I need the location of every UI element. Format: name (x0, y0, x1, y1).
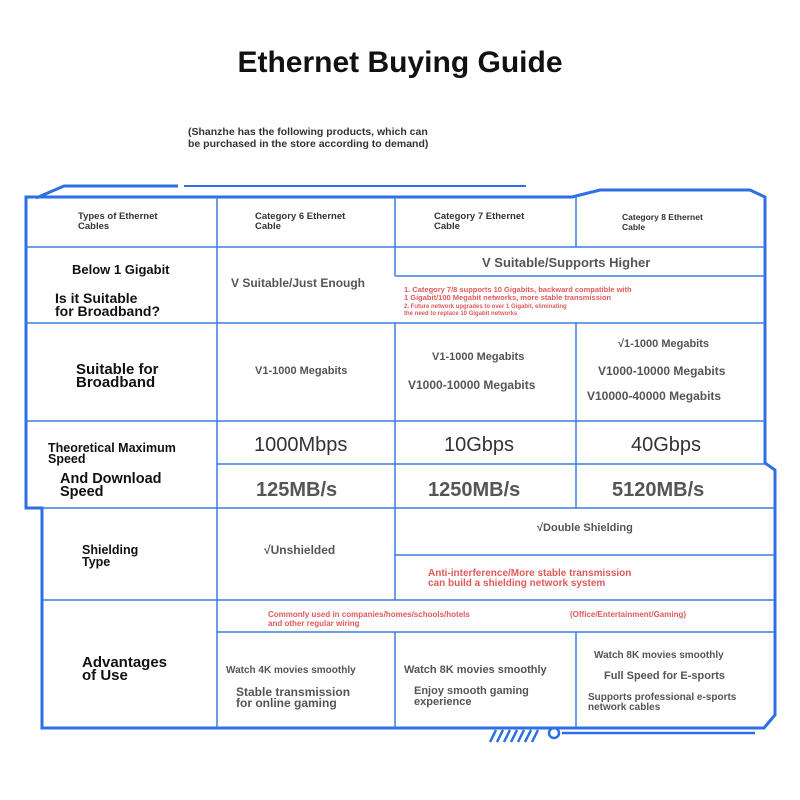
cat6-max-speed: 1000Mbps (254, 433, 348, 456)
label-advantages-of-use: Advantages of Use (82, 654, 168, 684)
label-suitable-broadband-question: Is it Suitable for Broadband? (55, 290, 160, 319)
cat8-broadband-range-1: √1-1000 Megabits (618, 338, 710, 350)
suitability-note-2: 2. Future network upgrades to over 1 Gigabit, eliminating the need to replace 10 Gigabit networks (404, 304, 567, 317)
cat7-advantage-2: Enjoy smooth gaming experience (414, 685, 529, 708)
header-cat8: Category 8 Ethernet Cable (622, 212, 703, 232)
cat78-shielding: √Double Shielding (537, 522, 633, 534)
cat6-download-speed: 125MB/s (256, 478, 338, 501)
bottom-decoration (490, 728, 755, 742)
advantages-note-right: (Office/Entertainment/Gaming) (570, 610, 687, 619)
cat6-advantage-2: Stable transmission for online gaming (236, 685, 351, 710)
cat7-broadband-range-2: V1000-10000 Megabits (408, 378, 536, 392)
advantages-note-left: Commonly used in companies/homes/schools/hotels and other regular wiring (268, 610, 470, 628)
cat7-download-speed: 1250MB/s (428, 478, 521, 501)
cat7-max-speed: 10Gbps (444, 433, 515, 456)
cat8-advantage-3: Supports professional e-sports network cables (588, 692, 737, 713)
cat8-advantage-2: Full Speed for E-sports (604, 669, 726, 682)
cat6-advantage-1: Watch 4K movies smoothly (226, 664, 356, 676)
shielding-note: Anti-interference/More stable transmission can build a shielding network system (428, 568, 632, 589)
page-subtitle: (Shanzhe has the following products, which can be purchased in the store according to demand) (188, 126, 429, 150)
cat7-broadband-range-1: V1-1000 Megabits (432, 351, 525, 363)
cat8-max-speed: 40Gbps (631, 433, 702, 456)
suitability-note-1: 1. Category 7/8 supports 10 Gigabits, backward compatible with 1 Gigabit/100 Megabit networks, more stable transmission (404, 285, 632, 302)
cat6-shielding: √Unshielded (264, 543, 336, 557)
cat8-broadband-range-2: V1000-10000 Megabits (598, 364, 726, 378)
label-shielding-type: Shielding Type (82, 543, 139, 569)
label-theoretical-max-speed: Theoretical Maximum Speed (48, 441, 176, 466)
header-types: Types of Ethernet Cables (78, 211, 158, 232)
header-cat6: Category 6 Ethernet Cable (255, 211, 346, 232)
label-suitable-for-broadband: Suitable for Broadband (76, 361, 159, 391)
label-download-speed: And Download Speed (60, 471, 162, 500)
cat7-advantage-1: Watch 8K movies smoothly (404, 663, 547, 676)
cat6-broadband-range: V1-1000 Megabits (255, 365, 348, 377)
cat78-suitability: V Suitable/Supports Higher (482, 254, 651, 270)
header-cat7: Category 7 Ethernet Cable (434, 211, 525, 232)
cat8-download-speed: 5120MB/s (612, 478, 705, 501)
page-title: Ethernet Buying Guide (237, 46, 563, 79)
label-below-1-gigabit: Below 1 Gigabit (72, 261, 170, 277)
cat8-broadband-range-3: V10000-40000 Megabits (587, 389, 722, 403)
cat8-advantage-1: Watch 8K movies smoothly (594, 649, 724, 661)
cat6-suitability: V Suitable/Just Enough (231, 276, 366, 290)
